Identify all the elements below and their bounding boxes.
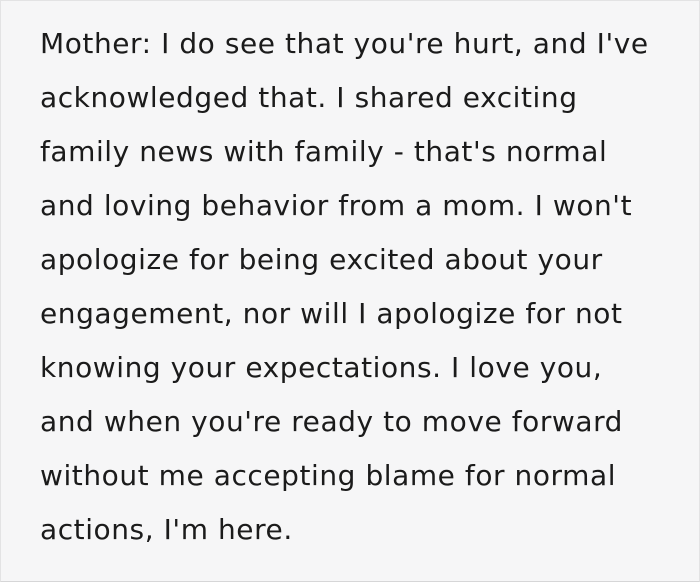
quote-line: actions, I'm here.	[40, 513, 293, 546]
quote-line: apologize for being excited about your	[40, 243, 603, 276]
quote-text	[40, 17, 669, 557]
quote-line: and loving behavior from a mom. I won't	[40, 189, 633, 222]
quote-line: without me accepting blame for normal	[40, 459, 617, 492]
quote-line: Mother: I do see that you're hurt, and I've	[40, 27, 649, 60]
quote-line: knowing your expectations. I love you,	[40, 351, 603, 384]
quote-line: family news with family - that's normal	[40, 135, 608, 168]
quote-line: acknowledged that. I shared exciting	[40, 81, 578, 114]
quote-line: and when you're ready to move forward	[40, 405, 623, 438]
quote-line: engagement, nor will I apologize for not	[40, 297, 623, 330]
